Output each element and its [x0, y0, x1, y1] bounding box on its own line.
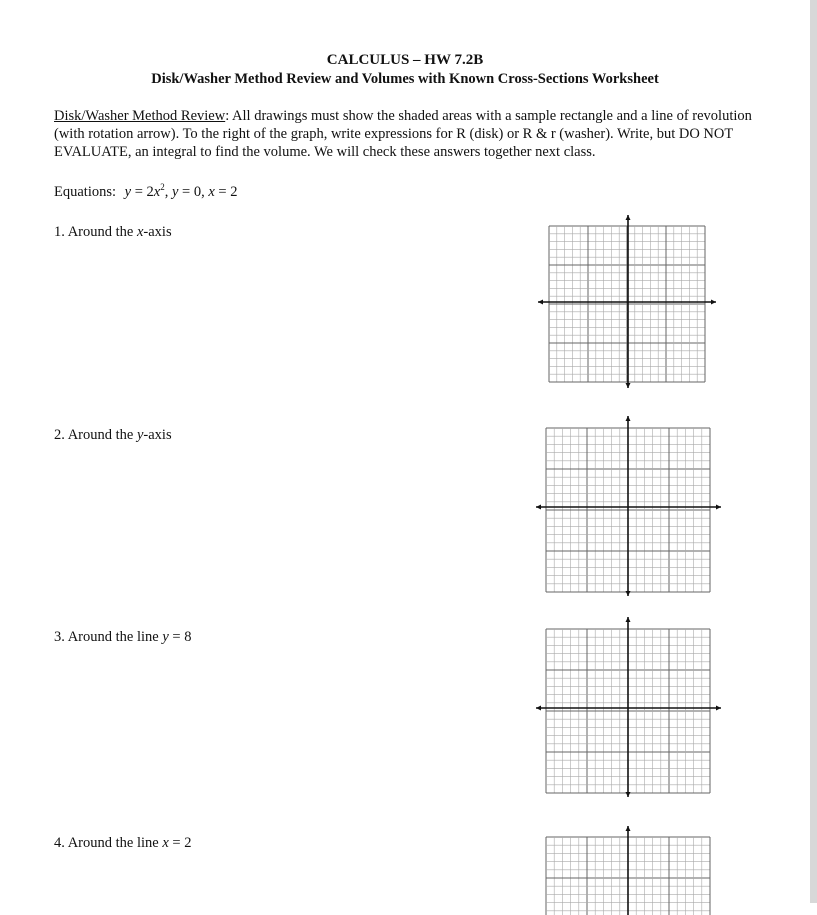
graph-grid-4: [535, 825, 722, 915]
eq2-var-y: y: [171, 184, 179, 200]
eq1-var-y: y: [124, 184, 132, 200]
problem-4-number: 4.: [54, 835, 65, 851]
worksheet-title: CALCULUS – HW 7.2B: [326, 52, 484, 68]
x-axis-arrow-left: [536, 706, 541, 711]
x-axis-arrow-right: [716, 505, 721, 510]
y-axis-arrow-up: [626, 826, 631, 831]
worksheet-subtitle: Disk/Washer Method Review and Volumes with Known Cross-Sections Worksheet: [151, 71, 659, 87]
problem-3-rest: = 8: [168, 629, 192, 645]
x-axis-arrow-right: [711, 300, 716, 305]
eq3-rest: = 2: [214, 184, 238, 200]
eq1-equals: = 2: [131, 184, 154, 200]
problem-2: [54, 427, 172, 444]
equations-line: [54, 184, 237, 201]
problem-3-text: Around the line: [67, 629, 163, 645]
y-axis-arrow-down: [626, 591, 631, 596]
problem-1-var: x: [136, 224, 144, 240]
instructions-lead: Disk/Washer Method Review: [54, 108, 226, 124]
problem-2-var: y: [136, 427, 144, 443]
problem-1-number: 1.: [54, 224, 65, 240]
problem-1-rest: -axis: [143, 224, 172, 240]
problem-2-number: 2.: [54, 427, 65, 443]
page-right-border: [810, 0, 817, 903]
eq1-var-x: x: [153, 184, 161, 200]
y-axis-arrow-up: [626, 215, 631, 220]
y-axis-arrow-up: [626, 617, 631, 622]
problem-4-var: x: [162, 835, 169, 851]
y-axis-arrow-down: [626, 383, 631, 388]
y-axis-arrow-down: [626, 792, 631, 797]
equations-label: Equations:: [54, 184, 117, 200]
x-axis-arrow-left: [536, 505, 541, 510]
problem-3: [54, 629, 191, 646]
graph-grid-2: [535, 415, 722, 597]
problem-3-number: 3.: [54, 629, 65, 645]
instructions-text: : All drawings must show the shaded areas with a sample rectangle and a line of revolution (with rotation arrow). To the right of the graph, write expressions for R (disk) or R & r (washer). Write, but DO NOT EVALUATE, an integral to find the volume. We will check these answers together next class.: [54, 108, 752, 161]
problem-3-var: y: [162, 629, 169, 645]
graph-grid-3: [535, 616, 722, 798]
x-axis-arrow-left: [538, 300, 543, 305]
eq1-exponent: 2: [160, 182, 165, 193]
eq2-rest: = 0,: [178, 184, 209, 200]
y-axis-arrow-up: [626, 416, 631, 421]
problem-4-rest: = 2: [168, 835, 192, 851]
problem-1-text: Around the: [67, 224, 137, 240]
problem-4-text: Around the line: [67, 835, 163, 851]
instructions-paragraph: [54, 107, 759, 162]
eq3-var-x: x: [208, 184, 215, 200]
problem-4: [54, 835, 191, 852]
x-axis-arrow-right: [716, 706, 721, 711]
problem-2-rest: -axis: [143, 427, 172, 443]
graph-grid-1: [537, 214, 717, 389]
eq1-sep: ,: [164, 184, 172, 200]
problem-2-text: Around the: [67, 427, 137, 443]
problem-1: [54, 224, 172, 241]
